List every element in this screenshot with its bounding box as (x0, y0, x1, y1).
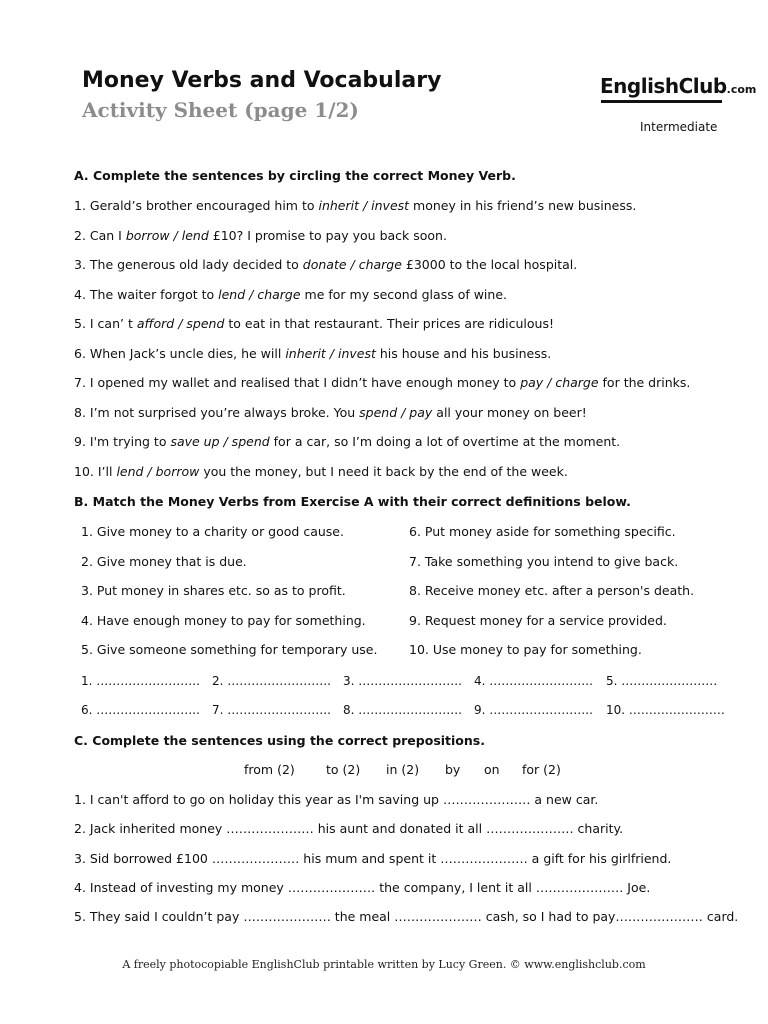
definition-4: 4. Have enough money to pay for something. (81, 612, 366, 628)
preposition-option: for (2) (522, 762, 561, 777)
sentence-c-2: 2. Jack inherited money ………………… his aunt and donated it all ………………… charity. (74, 821, 624, 837)
sentence-a-6 (74, 346, 551, 361)
verb-choice: inherit / invest (285, 345, 376, 361)
definition-6: 6. Put money aside for something specific. (409, 524, 676, 539)
verb-choice: donate / charge (302, 257, 402, 272)
answer-blank-6: 6. …………………….. (81, 703, 200, 717)
sentence-text-after: his house and his business. (375, 345, 552, 361)
sentence-a-10 (74, 464, 568, 479)
definition-7: 7. Take something you intend to give back. (409, 553, 679, 569)
sentence-a-7 (74, 375, 690, 390)
sentence-a-3 (74, 257, 577, 272)
page-footer: A freely photocopiable EnglishClub printable written by Lucy Green. © www.englishclub.com (122, 958, 646, 971)
sentence-text-before: 4. The waiter forgot to (74, 286, 219, 302)
preposition-option: on (484, 762, 500, 777)
definition-10: 10. Use money to pay for something. (409, 642, 642, 657)
section-c-heading: C. Complete the sentences using the correct prepositions. (74, 733, 485, 748)
sentence-text-before: 7. I opened my wallet and realised that I didn’t have enough money to (74, 375, 521, 390)
sentence-text-after: for a car, so I’m doing a lot of overtime at the moment. (269, 434, 621, 449)
sentence-c-5: 5. They said I couldn’t pay ………………… the meal ………………… cash, so I had to pay………………… card. (74, 909, 739, 925)
verb-choice: borrow / lend (125, 227, 209, 243)
sentence-c-1: 1. I can't afford to go on holiday this year as I'm saving up ………………… a new car. (74, 792, 599, 807)
logo-suffix-text: .com (726, 83, 757, 96)
sentence-text-after: money in his friend’s new business. (409, 198, 637, 213)
level-label: Intermediate (640, 120, 718, 134)
preposition-option: in (2) (386, 762, 420, 777)
verb-choice: save up / spend (170, 434, 270, 449)
definition-5: 5. Give someone something for temporary use. (81, 642, 378, 657)
sentence-text-after: for the drinks. (598, 375, 691, 390)
page-title: Money Verbs and Vocabulary (82, 68, 442, 93)
sentence-text-before: 1. Gerald’s brother encouraged him to (74, 198, 319, 213)
sentence-text-before: 6. When Jack’s uncle dies, he will (74, 345, 286, 361)
answer-blank-1: 1. …………………….. (81, 674, 200, 688)
definition-8: 8. Receive money etc. after a person's death. (409, 583, 695, 598)
sentence-text-after: £10? I promise to pay you back soon. (208, 227, 447, 243)
sentence-a-8 (74, 405, 587, 420)
sentence-text-after: all your money on beer! (432, 404, 587, 420)
preposition-option: by (445, 762, 461, 777)
sentence-text-before: 8. I’m not surprised you’re always broke. You (74, 404, 360, 420)
verb-choice: lend / charge (218, 286, 301, 302)
verb-choice: lend / borrow (116, 463, 200, 479)
answer-blank-4: 4. …………………….. (474, 674, 593, 688)
definition-2: 2. Give money that is due. (81, 553, 247, 569)
answer-blank-10: 10. …………………… (606, 703, 725, 717)
logo-underline (601, 100, 722, 103)
sentence-a-4 (74, 287, 507, 302)
englishclub-logo (600, 74, 756, 98)
answer-blank-3: 3. …………………….. (343, 674, 462, 688)
sentence-text-before: 9. I'm trying to (74, 434, 171, 449)
sentence-text-after: £3000 to the local hospital. (401, 257, 578, 272)
definition-1: 1. Give money to a charity or good cause. (81, 524, 344, 539)
sentence-text-after: me for my second glass of wine. (300, 286, 507, 302)
verb-choice: pay / charge (520, 375, 599, 390)
answer-blank-2: 2. …………………….. (212, 674, 331, 688)
sentence-c-3: 3. Sid borrowed £100 ………………… his mum and spent it ………………… a gift for his girlfriend. (74, 850, 672, 866)
answer-blank-8: 8. …………………….. (343, 703, 462, 717)
verb-choice: afford / spend (136, 316, 225, 331)
definition-3: 3. Put money in shares etc. so as to profit. (81, 583, 346, 598)
section-a-heading: A. Complete the sentences by circling the correct Money Verb. (74, 168, 516, 183)
sentence-text-before: 3. The generous old lady decided to (74, 257, 303, 272)
page-subtitle: Activity Sheet (page 1/2) (82, 98, 359, 122)
preposition-option: to (2) (326, 762, 361, 777)
sentence-text-before: 10. I’ll (74, 463, 117, 479)
verb-choice: inherit / invest (318, 198, 410, 213)
sentence-a-5 (74, 316, 554, 331)
sentence-c-4: 4. Instead of investing my money ………………… the company, I lent it all ………………… Joe. (74, 879, 651, 895)
answer-blank-7: 7. …………………….. (212, 703, 331, 717)
preposition-option: from (2) (244, 762, 295, 777)
verb-choice: spend / pay (359, 404, 433, 420)
answer-blank-5: 5. …………………… (606, 674, 718, 688)
logo-main-text: EnglishClub (600, 74, 727, 98)
answer-blank-9: 9. …………………….. (474, 703, 593, 717)
sentence-a-1 (74, 198, 636, 213)
sentence-text-before: 5. I can’ t (74, 316, 137, 331)
section-b-heading: B. Match the Money Verbs from Exercise A with their correct definitions below. (74, 494, 631, 509)
sentence-text-after: you the money, but I need it back by the end of the week. (199, 463, 568, 479)
definition-9: 9. Request money for a service provided. (409, 612, 667, 628)
sentence-text-after: to eat in that restaurant. Their prices are ridiculous! (224, 316, 554, 331)
sentence-text-before: 2. Can I (74, 227, 126, 243)
sentence-a-9 (74, 434, 620, 449)
sentence-a-2 (74, 228, 447, 243)
